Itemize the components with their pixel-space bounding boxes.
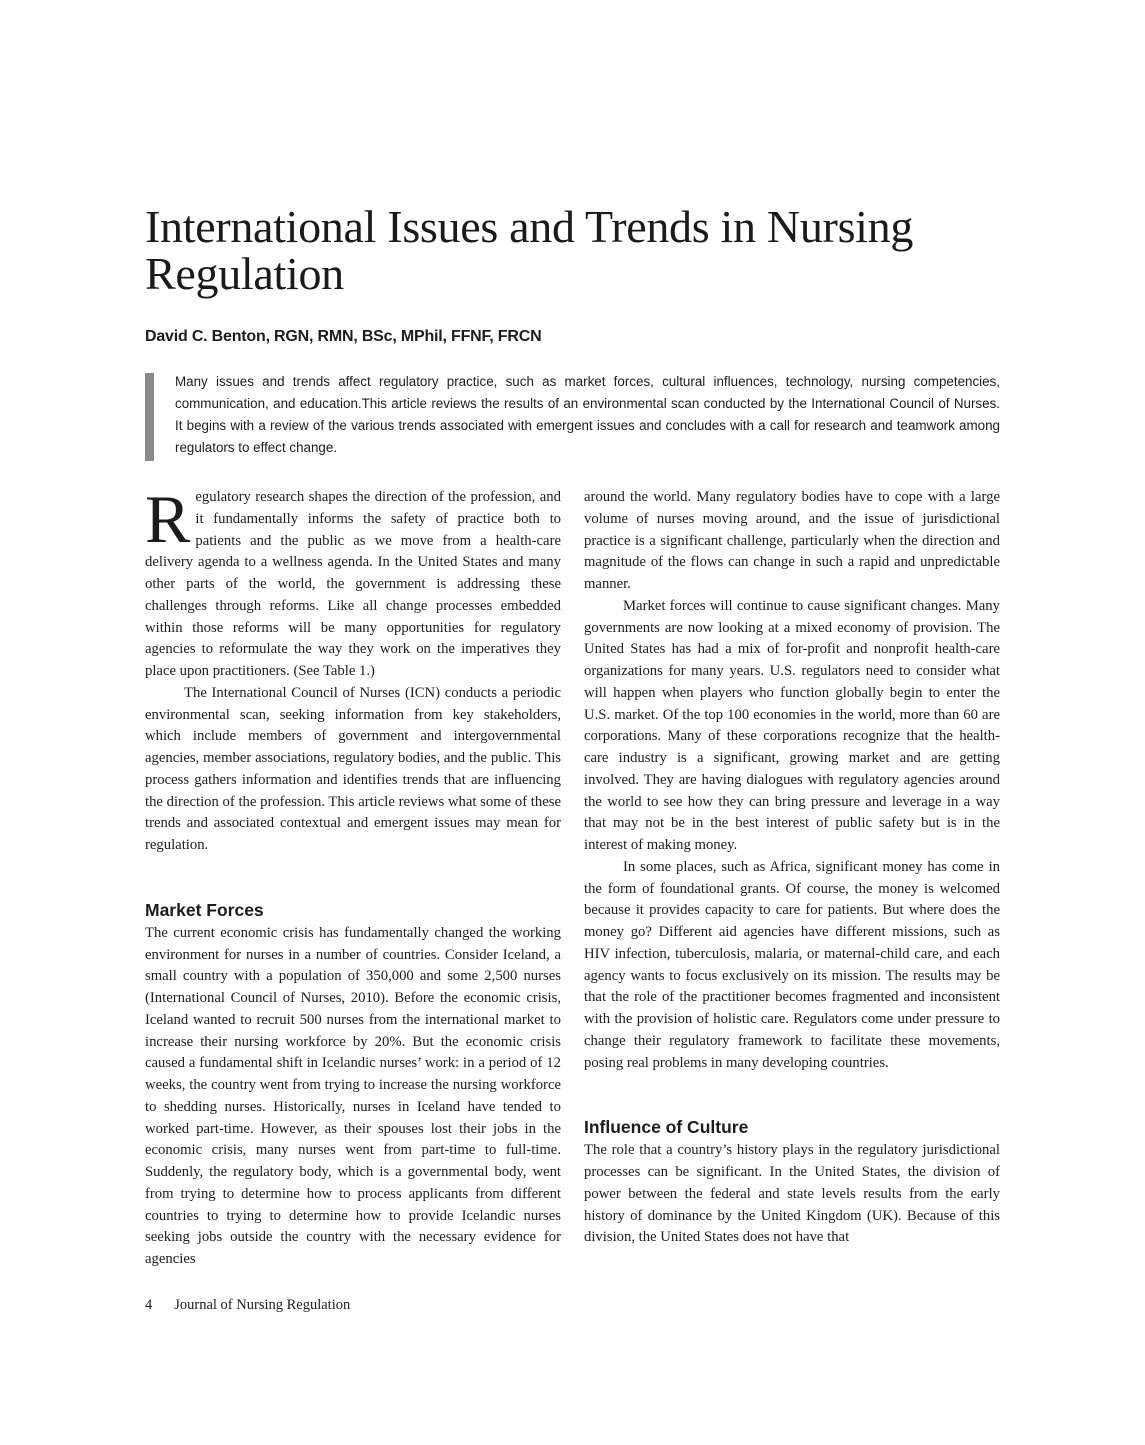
drop-cap: R [145, 481, 191, 557]
page-number: 4 [145, 1297, 153, 1313]
abstract-accent-bar [145, 373, 154, 461]
market-forces-paragraph-2: Market forces will continue to cause significant changes. Many governments are now looking at a mixed economy of provision. The United States has had a mix of for-profit and nonprofit health-care organizations for many years. U.S. regulators need to consider what will happen when players who function globally begin to enter the U.S. market. Of the top 100 economies in the world, more than 60 are corporations. Many of these corporations recognize that the health-care industry is a significant, growing market and are getting involved. They are having dialogues with regulatory agencies around the world to see how they can bring pressure and leverage in a way that may not be in the best interest of public safety but is in the interest of making money. [584, 597, 1000, 853]
market-forces-paragraph-1-continued: around the world. Many regulatory bodies have to cope with a large volume of nurses moving around, and the issue of jurisdictional practice is a significant challenge, particularly when the direction and magnitude of the flows can change in such a rapid and unpredictable manner. [584, 489, 1000, 592]
right-column [584, 487, 1000, 1249]
intro-paragraph-1-text: egulatory research shapes the direction of the profession, and it fundamentally informs the safety of practice both to patients and the public as we move from a health-care delivery agenda to a wellness agenda. In the United States and many other parts of the world, the government is addressing these challenges through reforms. Like all change processes embedded within those reforms will be many opportunities for regulatory agencies to reformulate the way they work on the imperatives they place upon practitioners. (See Table 1.) [145, 489, 561, 679]
journal-name: Journal of Nursing Regulation [174, 1297, 351, 1313]
market-forces-paragraph-3: In some places, such as Africa, significant money has come in the form of foundational grants. Of course, the money is welcomed because it provides capacity to care for patients. But where does the money go? Different aid agencies have different missions, such as HIV infection, tuberculosis, malaria, or maternal-child care, and each agency wants to focus exclusively on its mission. The results may be that the role of the practitioner becomes fragmented and inconsistent with the provision of holistic care. Regulators come under pressure to change their regulatory framework to facilitate these movements, posing real problems in many developing countries. [584, 858, 1000, 1071]
section-heading-influence-of-culture: Influence of Culture [584, 1117, 749, 1138]
intro-paragraph-2: The International Council of Nurses (ICN) conducts a periodic environmental scan, seeking information from key stakeholders, which include members of government and intergovernmental agencies, member associations, regulatory bodies, and the public. This process gathers information and identifies trends that are influencing the direction of the profession. This article reviews what some of these trends and associated contextual and emergent issues may mean for regulation. [145, 684, 561, 853]
market-forces-paragraph-1: The current economic crisis has fundamentally changed the working environment for nurses in a number of countries. Consider Iceland, a small country with a population of 350,000 and some 2,500 nurses (International Council of Nurses, 2010). Before the economic crisis, Iceland wanted to recruit 500 nurses from the international market to increase their nursing workforce by 20%. But the economic crisis caused a fundamental shift in Icelandic nurses’ work: in a period of 12 weeks, the country went from trying to increase the nursing workforce to shedding nurses. Historically, nurses in Iceland have tended to worked part-time. However, as their spouses lost their jobs in the economic crisis, many nurses went from part-time to full-time. Suddenly, the regulatory body, which is a governmental body, went from trying to determine how to process applicants from different countries to trying to determine how to provide Icelandic nurses seeking jobs outside the country with the necessary evidence for agencies [145, 924, 561, 1267]
page-footer [145, 1297, 350, 1314]
section-heading-market-forces: Market Forces [145, 899, 264, 920]
article-title: International Issues and Trends in Nursing Regulation [145, 201, 914, 299]
left-column [145, 481, 561, 1271]
abstract: Many issues and trends affect regulatory practice, such as market forces, cultural influences, technology, nursing competencies, communication, and education.This article reviews the results of an environmental scan conducted by the International Council of Nurses. It begins with a review of the various trends associated with emergent issues and concludes with a call for research and teamwork among regulators to effect change. [175, 374, 1000, 455]
intro-paragraph-1 [145, 481, 561, 683]
author-byline: David C. Benton, RGN, RMN, BSc, MPhil, FFNF, FRCN [145, 328, 542, 345]
culture-paragraph-1: The role that a country’s history plays in the regulatory jurisdictional processes can be significant. In the United States, the division of power between the federal and state levels results from the early history of dominance by the United Kingdom (UK). Because of this division, the United States does not have that [584, 1142, 1000, 1246]
